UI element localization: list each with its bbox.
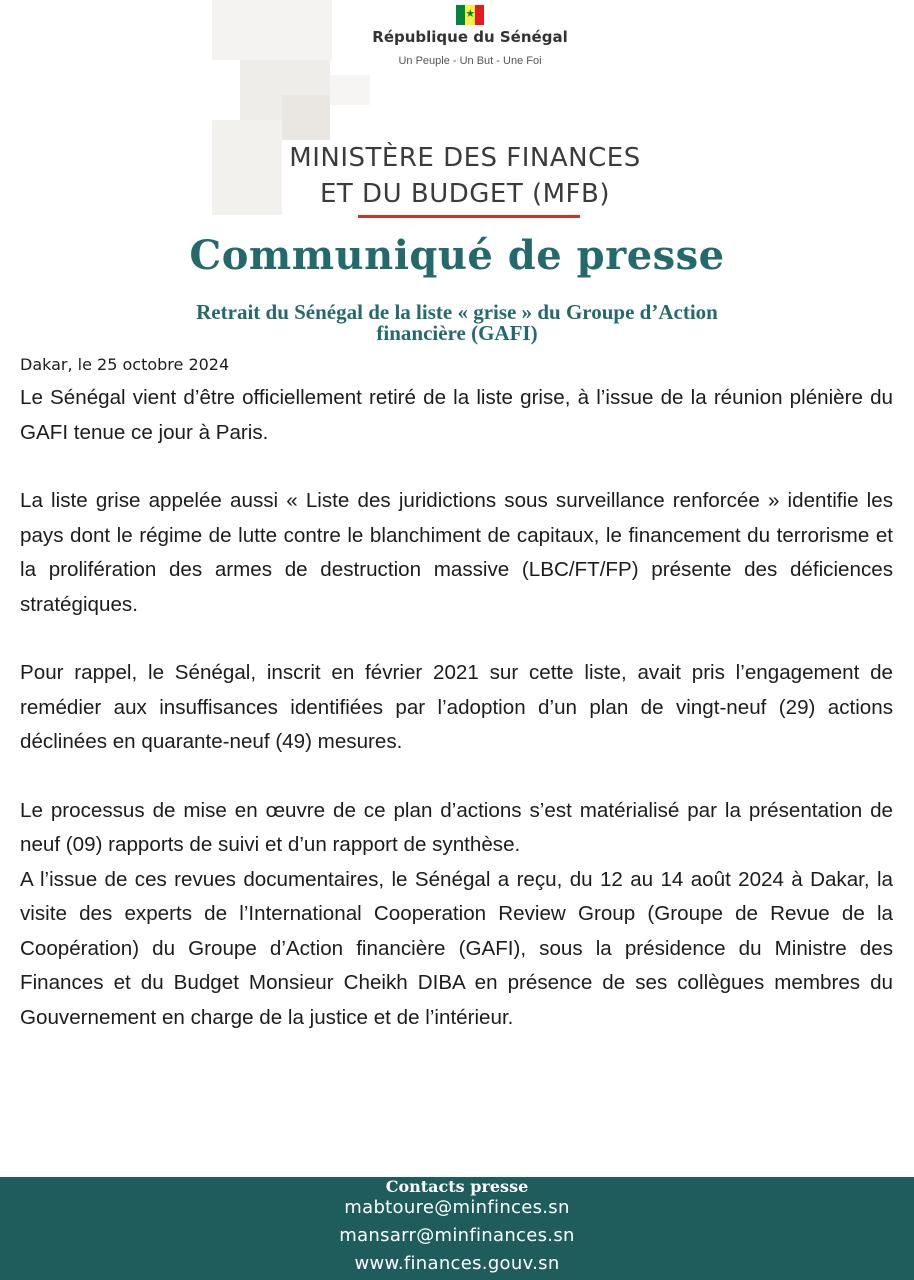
country-name: République du Sénégal (372, 28, 568, 46)
decorative-block (282, 95, 330, 140)
ministry-line-1: MINISTÈRE DES FINANCES (289, 143, 641, 173)
national-motto: Un Peuple - Un But - Une Foi (398, 55, 542, 67)
paragraph: La liste grise appelée aussi « Liste des juridictions sous surveillance renforcée » identifie les pays dont le régime de lutte contre le blanchiment de capitaux, le financement du terrorisme et la prolifération des armes de destruction massive (LBC/FT/FP) présente des déficiences stratégiques. (20, 489, 893, 616)
paragraph: Le Sénégal vient d’être officiellement retiré de la liste grise, à l’issue de la réunion plénière du GAFI tenue ce jour à Paris. (20, 386, 893, 444)
date-line: Dakar, le 25 octobre 2024 (20, 355, 230, 374)
subtitle-line-1: Retrait du Sénégal de la liste « grise » du Groupe d’Action (196, 300, 718, 324)
subtitle-line-2: financière (GAFI) (376, 321, 538, 345)
ministry-line-2: ET DU BUDGET (MFB) (319, 179, 610, 209)
contact-email-link[interactable]: mansarr@minfinances.sn (339, 1225, 575, 1246)
press-body (20, 381, 893, 1035)
paragraph: A l’issue de ces revues documentaires, le Sénégal a reçu, du 12 au 14 août 2024 à Dakar, la visite des experts de l’International Cooperation Review Group (Groupe de Revue de la Coopération) du Groupe d’Action financière (GAFI), sous la présidence du Ministre des Finances et du Budget Monsieur Cheikh DIBA en présence de ses collègues membres du Gouvernement en charge de la justice et de l’intérieur. (20, 867, 893, 1029)
paragraph: Pour rappel, le Sénégal, inscrit en février 2021 sur cette liste, avait pris l’engagement de remédier aux insuffisances identifiées par l’adoption d’un plan de vingt-neuf (29) actions déclinées en quarante-neuf (49) mesures. (20, 661, 893, 753)
decorative-block (330, 75, 370, 105)
divider (358, 215, 580, 218)
decorative-block (212, 0, 332, 60)
contact-email-link[interactable]: mabtoure@minfinces.sn (344, 1197, 570, 1218)
page-title: Communiqué de presse (189, 232, 725, 279)
senegal-flag-icon: ★ (456, 5, 484, 25)
subtitle (110, 302, 804, 344)
contacts-heading: Contacts presse (385, 1177, 529, 1196)
contact-footer (0, 1177, 914, 1280)
ministry-name (200, 140, 730, 212)
website-link[interactable]: www.finances.gouv.sn (354, 1253, 560, 1274)
paragraph: Le processus de mise en œuvre de ce plan d’actions s’est matérialisé par la présentation de neuf (09) rapports de suivi et d’un rapport de synthèse. (20, 798, 893, 856)
